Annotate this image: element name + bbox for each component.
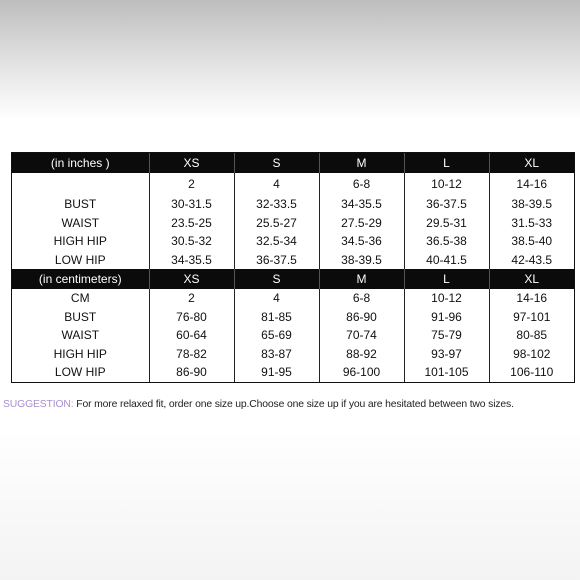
suggestion-note: [3, 399, 580, 410]
table-cell: 38-39.5: [319, 251, 404, 270]
table-cell: 96-100: [319, 363, 404, 382]
table-cell: 6-8: [319, 173, 404, 195]
row-label: HIGH HIP: [53, 346, 107, 361]
table-cell: 98-102: [489, 345, 574, 364]
table-cell: 60-64: [149, 326, 234, 345]
table-cell: 14-16: [489, 289, 574, 308]
table-cell: 29.5-31: [404, 214, 489, 233]
row-label: [12, 173, 149, 195]
table-cell: 86-90: [149, 363, 234, 382]
size-header-l: L: [404, 269, 489, 289]
size-header-m: M: [319, 153, 404, 173]
table-row: [12, 363, 574, 382]
table-cell: 14-16: [489, 173, 574, 195]
table-cell: 36.5-38: [404, 232, 489, 251]
table-row: [12, 289, 574, 308]
table-cell: 4: [234, 289, 319, 308]
row-label: HIGH HIP: [53, 234, 107, 249]
table-row: [12, 195, 574, 214]
table-cell: 34.5-36: [319, 232, 404, 251]
size-header-xl: XL: [489, 269, 574, 289]
table-cell: 76-80: [149, 308, 234, 327]
row-label: BUST: [64, 197, 97, 212]
table-row: [12, 326, 574, 345]
table-cell: 10-12: [404, 173, 489, 195]
table-cell: 30-31.5: [149, 195, 234, 214]
row-label: LOW HIP: [54, 365, 106, 380]
background-top-shade: [0, 0, 580, 120]
size-header-xs: XS: [149, 269, 234, 289]
size-chart: [11, 152, 575, 383]
inches-header-label: (in inches ): [12, 153, 149, 173]
table-row: [12, 308, 574, 327]
size-header-xs: XS: [149, 153, 234, 173]
size-header-s: S: [234, 153, 319, 173]
table-row: [12, 214, 574, 233]
row-label: CM: [70, 291, 90, 306]
cm-header-label: (in centimeters): [12, 269, 149, 289]
table-cell: 65-69: [234, 326, 319, 345]
table-cell: 36-37.5: [404, 195, 489, 214]
table-cell: 38.5-40: [489, 232, 574, 251]
table-cell: 86-90: [319, 308, 404, 327]
size-chart-table: [12, 153, 574, 382]
cm-header-row: [12, 269, 574, 289]
row-label: BUST: [64, 309, 97, 324]
inches-header-row: [12, 153, 574, 173]
table-cell: 91-96: [404, 308, 489, 327]
table-cell: 81-85: [234, 308, 319, 327]
table-cell: 2: [149, 289, 234, 308]
table-cell: 91-95: [234, 363, 319, 382]
table-cell: 34-35.5: [149, 251, 234, 270]
table-cell: 106-110: [489, 363, 574, 382]
suggestion-text: For more relaxed fit, order one size up.Choose one size up if you are hesitated between two sizes.: [73, 399, 514, 410]
suggestion-label: SUGGESTION:: [3, 399, 74, 410]
table-cell: 93-97: [404, 345, 489, 364]
table-cell: 36-37.5: [234, 251, 319, 270]
size-header-l: L: [404, 153, 489, 173]
table-cell: 40-41.5: [404, 251, 489, 270]
table-cell: 42-43.5: [489, 251, 574, 270]
row-label: WAIST: [61, 215, 100, 230]
table-cell: 83-87: [234, 345, 319, 364]
table-cell: 4: [234, 173, 319, 195]
table-cell: 75-79: [404, 326, 489, 345]
table-cell: 30.5-32: [149, 232, 234, 251]
table-cell: 10-12: [404, 289, 489, 308]
table-cell: 23.5-25: [149, 214, 234, 233]
table-cell: 31.5-33: [489, 214, 574, 233]
table-cell: 80-85: [489, 326, 574, 345]
table-cell: 6-8: [319, 289, 404, 308]
table-cell: 70-74: [319, 326, 404, 345]
table-cell: 78-82: [149, 345, 234, 364]
table-cell: 32-33.5: [234, 195, 319, 214]
table-row: [12, 345, 574, 364]
table-cell: 32.5-34: [234, 232, 319, 251]
background-bottom-shade: [0, 430, 580, 580]
table-cell: 27.5-29: [319, 214, 404, 233]
table-cell: 97-101: [489, 308, 574, 327]
table-cell: 34-35.5: [319, 195, 404, 214]
size-header-m: M: [319, 269, 404, 289]
table-cell: 38-39.5: [489, 195, 574, 214]
table-cell: 2: [149, 173, 234, 195]
table-cell: 88-92: [319, 345, 404, 364]
table-row: [12, 232, 574, 251]
table-cell: 25.5-27: [234, 214, 319, 233]
size-header-xl: XL: [489, 153, 574, 173]
table-row: [12, 173, 574, 195]
row-label: WAIST: [61, 328, 100, 343]
table-cell: 101-105: [404, 363, 489, 382]
size-header-s: S: [234, 269, 319, 289]
row-label: LOW HIP: [54, 252, 106, 267]
table-row: [12, 251, 574, 270]
